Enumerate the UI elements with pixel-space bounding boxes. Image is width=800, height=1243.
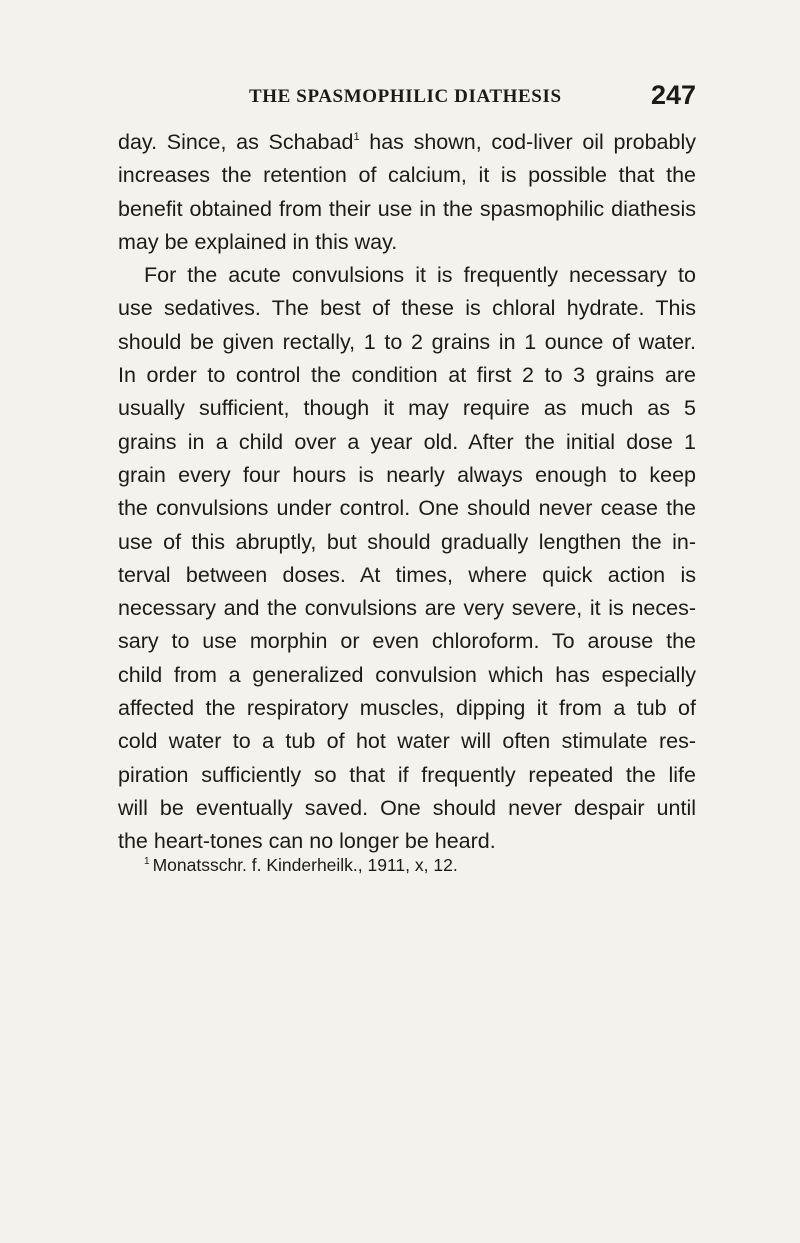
text-line: the convulsions under control. One should never cease the xyxy=(118,496,696,521)
footnote-text: Monatsschr. f. Kinderheilk., 1911, x, 12. xyxy=(152,855,458,875)
text-line xyxy=(118,126,696,159)
footnote-marker: 1 xyxy=(144,856,150,867)
text-line: will be eventually saved. One should never despair until xyxy=(118,795,696,820)
page-number: 247 xyxy=(650,80,696,110)
text-line: may be explained in this way. xyxy=(118,229,398,254)
text-span: has shown, cod-liver oil probably xyxy=(359,130,696,154)
body-text xyxy=(118,126,696,859)
paragraph-1 xyxy=(118,126,696,259)
text-line: cold water to a tub of hot water will often stimulate res- xyxy=(118,729,696,754)
text-span: day. Since, as Schabad xyxy=(118,130,354,154)
text-line: should be given rectally, 1 to 2 grains in 1 ounce of water. xyxy=(118,329,696,354)
text-line: affected the respiratory muscles, dipping it from a tub of xyxy=(118,696,696,721)
text-line: child from a generalized convulsion which has especially xyxy=(118,662,696,687)
footnote-reference: 1 xyxy=(353,131,360,143)
text-line: grains in a child over a year old. After the initial dose 1 xyxy=(118,429,696,454)
text-line: the heart-tones can no longer be heard. xyxy=(118,829,496,854)
text-line: increases the retention of calcium, it is possible that the xyxy=(118,163,696,188)
text-line: grain every four hours is nearly always enough to keep xyxy=(118,462,696,487)
text-line: use of this abruptly, but should gradually lengthen the in- xyxy=(118,529,696,554)
text-line: terval between doses. At times, where quick action is xyxy=(118,562,696,587)
running-head xyxy=(118,80,696,116)
text-line: In order to control the condition at first 2 to 3 grains are xyxy=(118,363,696,388)
footnote xyxy=(144,855,458,876)
running-title: THE SPASMOPHILIC DIATHESIS xyxy=(249,86,562,107)
text-line: use sedatives. The best of these is chloral hydrate. This xyxy=(118,296,696,321)
text-line: benefit obtained from their use in the spasmophilic diathesis xyxy=(118,196,696,221)
text-line: necessary and the convulsions are very severe, it is neces- xyxy=(118,596,696,621)
text-line: usually sufficient, though it may require as much as 5 xyxy=(118,396,696,421)
text-line: For the acute convulsions it is frequently necessary to xyxy=(144,263,696,288)
paragraph-2 xyxy=(118,259,696,858)
text-line: sary to use morphin or even chloroform. To arouse the xyxy=(118,629,696,654)
text-line: piration sufficiently so that if frequently repeated the life xyxy=(118,762,696,787)
